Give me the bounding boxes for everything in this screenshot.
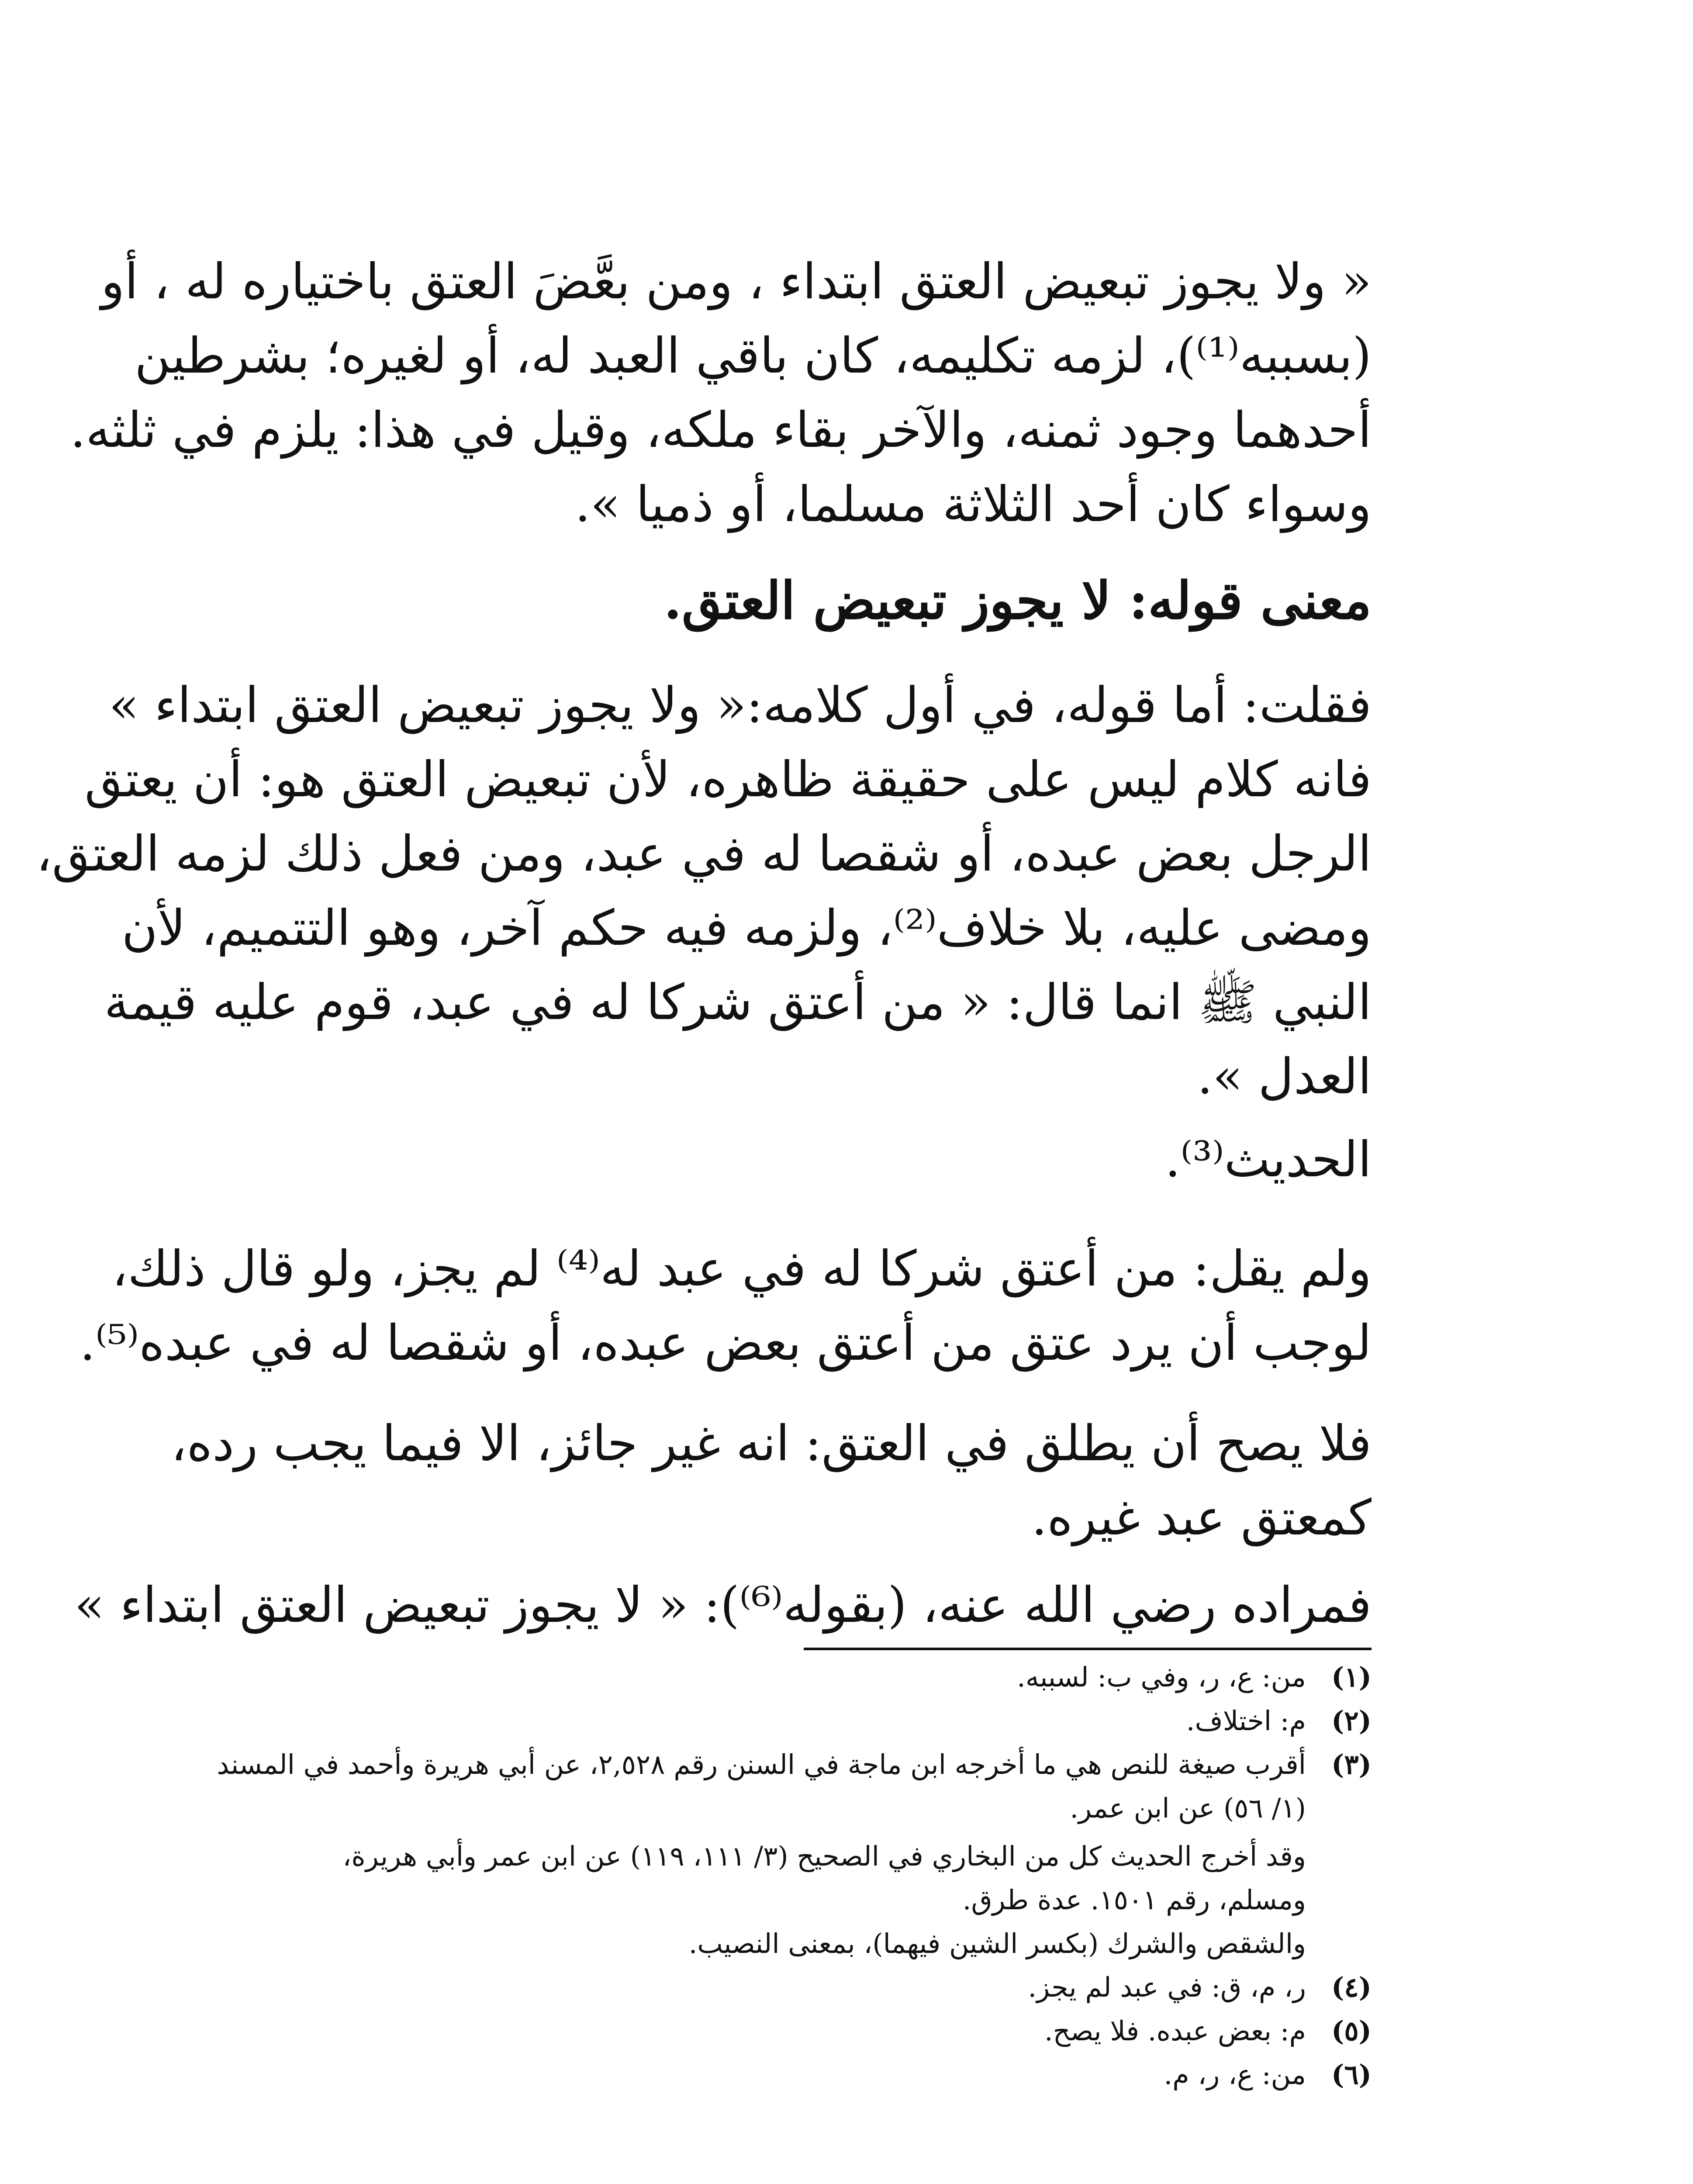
paragraph4-line-1: فمراده رضي الله عنه، (بقوله⁽⁶⁾): « لا يجوز تبعيض العتق ابتداء » <box>74 1577 1372 1634</box>
footnote-5 <box>192 2009 1372 2053</box>
footnote-number: (٣) <box>1331 1749 1372 1780</box>
footnote-text: م: اختلاف. <box>1186 1705 1306 1737</box>
footnote-3 <box>192 1743 1372 1787</box>
footnote-text: من: ع، ر، وفي ب: لسببه. <box>1017 1661 1306 1693</box>
paragraph1-line-6: العدل ». <box>1197 1048 1372 1105</box>
footnote-3-continuation: والشقص والشرك (بكسر الشين فيهما)، بمعنى النصيب. <box>688 1928 1306 1959</box>
footnote-number: (٤) <box>1331 1971 1372 2003</box>
footnote-number: (١) <box>1331 1661 1372 1693</box>
footnote-number: (٢) <box>1331 1705 1372 1737</box>
paragraph1-line-7: الحديث⁽³⁾. <box>1165 1131 1372 1188</box>
footnote-text: من: ع، ر، م. <box>1164 2059 1306 2091</box>
paragraph1-line-2: فانه كلام ليس على حقيقة ظاهره، لأن تبعيض العتق هو: أن يعتق <box>84 751 1372 808</box>
paragraph2-line-1: ولم يقل: من أعتق شركا له في عبد له⁽⁴⁾ لم يجز، ولو قال ذلك، <box>112 1241 1372 1297</box>
footnote-separator <box>804 1648 1372 1650</box>
footnote-6 <box>192 2053 1372 2097</box>
footnote-text: أقرب صيغة للنص هي ما أخرجه ابن ماجة في السنن رقم ٢,٥٢٨، عن أبي هريرة وأحمد في المسند <box>217 1749 1306 1780</box>
footnote-number: (٥) <box>1331 2015 1372 2047</box>
footnote-2 <box>192 1699 1372 1743</box>
quote-line-1: « ولا يجوز تبعيض العتق ابتداء ، ومن بعَّضَ العتق باختياره له ، أو <box>101 253 1372 310</box>
footnote-number: (٦) <box>1331 2059 1372 2091</box>
quote-line-4: وسواء كان أحد الثلاثة مسلما، أو ذميا ». <box>575 476 1372 533</box>
footnote-text: م: بعض عبده. فلا يصح. <box>1044 2015 1306 2047</box>
footnote-3-continuation: وقد أخرج الحديث كل من البخاري في الصحيح (٣/ ١١١، ١١٩) عن ابن عمر وأبي هريرة، <box>342 1840 1306 1872</box>
paragraph3-line-2: كمعتق عبد غيره. <box>1031 1489 1372 1546</box>
quote-line-3: أحدهما وجود ثمنه، والآخر بقاء ملكه، وقيل في هذا: يلزم في ثلثه. <box>70 402 1372 459</box>
footnote-1 <box>192 1655 1372 1699</box>
footnote-text: ر، م، ق: في عبد لم يجز. <box>1028 1971 1306 2003</box>
footnote-3-continuation: ومسلم، رقم ١٥٠١. عدة طرق. <box>962 1884 1306 1916</box>
paragraph1-line-4: ومضى عليه، بلا خلاف⁽²⁾، ولزمه فيه حكم آخر، وهو التتميم، لأن <box>121 900 1372 957</box>
paragraph1-line-1: فقلت: أما قوله، في أول كلامه:« ولا يجوز تبعيض العتق ابتداء » <box>109 677 1372 734</box>
footnote-3-continuation: (١/ ٥٦) عن ابن عمر. <box>1070 1792 1306 1824</box>
paragraph3-line-1: فلا يصح أن يطلق في العتق: انه غير جائز، الا فيما يجب رده، <box>171 1415 1372 1472</box>
paragraph2-line-2: لوجب أن يرد عتق من أعتق بعض عبده، أو شقصا له في عبده⁽⁵⁾. <box>79 1315 1372 1372</box>
footnote-4 <box>192 1966 1372 2009</box>
quote-line-2: (بسببه⁽¹⁾)، لزمه تكليمه، كان باقي العبد له، أو لغيره؛ بشرطين <box>135 328 1372 384</box>
paragraph1-line-3: الرجل بعض عبده، أو شقصا له في عبد، ومن فعل ذلك لزمه العتق، <box>36 826 1372 882</box>
section-heading: معنى قوله: لا يجوز تبعيض العتق. <box>663 570 1372 631</box>
paragraph1-line-5: النبي ﷺ انما قال: « من أعتق شركا له في عبد، قوم عليه قيمة <box>104 974 1372 1031</box>
